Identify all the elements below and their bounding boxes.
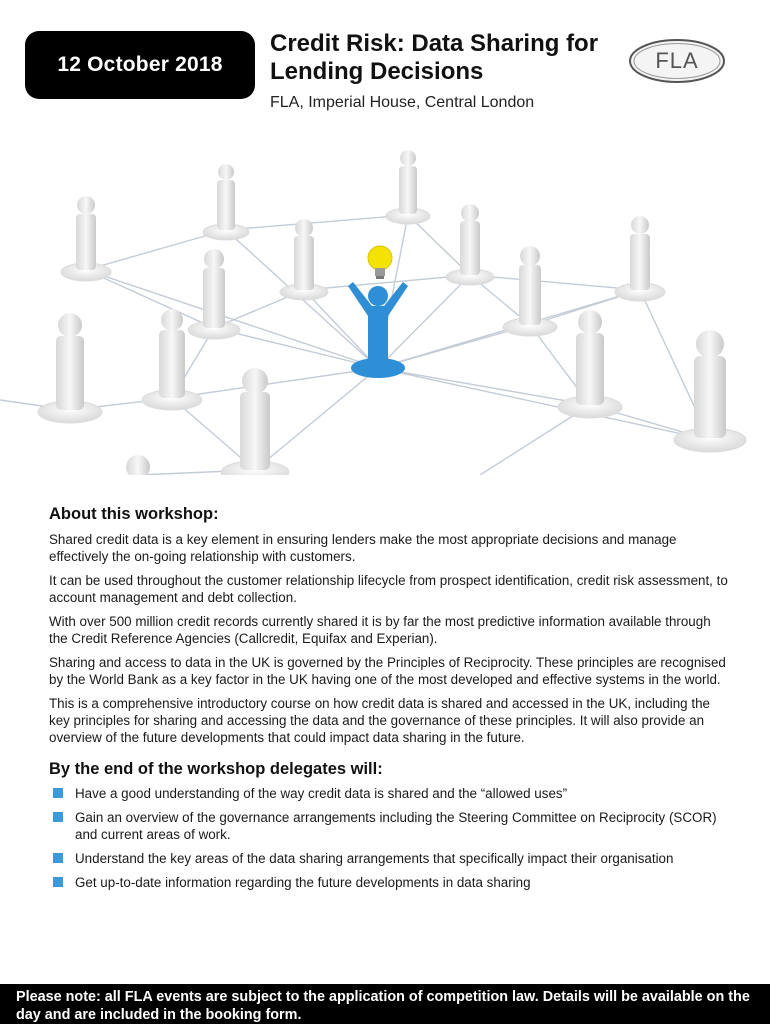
list-item <box>49 874 729 891</box>
page-title: Credit Risk: Data Sharing for Lending Decisions <box>270 30 599 85</box>
about-paragraph: Sharing and access to data in the UK is governed by the Principles of Reciprocity. These principles are recognised by the World Bank as a key factor in the UK having one of the most developed and effective systems in the world. <box>49 655 726 687</box>
bullet-square-icon <box>53 788 63 798</box>
list-item <box>49 785 729 802</box>
competition-law-note <box>0 984 770 1024</box>
about-paragraph: Shared credit data is a key element in ensuring lenders make the most appropriate decisions and manage effectively the on-going relationship with customers. <box>49 532 677 564</box>
outcomes-list <box>49 785 729 891</box>
list-item-text: Understand the key areas of the data sharing arrangements that specifically impact their organisation <box>75 851 674 866</box>
about-heading: About this workshop: <box>49 505 219 523</box>
list-item-text: Have a good understanding of the way credit data is shared and the “allowed uses” <box>75 786 568 801</box>
list-item-text: Get up-to-date information regarding the future developments in data sharing <box>75 875 531 890</box>
lightbulb-icon <box>368 246 392 279</box>
fla-logo <box>628 38 726 84</box>
bullet-square-icon <box>53 877 63 887</box>
list-item-text: Gain an overview of the governance arrangements including the Steering Committee on Reciprocity (SCOR) and current areas of work. <box>75 810 717 842</box>
logo-text: FLA <box>655 48 699 73</box>
event-location: FLA, Imperial House, Central London <box>270 94 535 111</box>
list-item <box>49 809 729 843</box>
people-network-image <box>0 140 770 475</box>
main-content <box>49 506 729 898</box>
event-date-badge <box>25 31 255 99</box>
about-paragraph: With over 500 million credit records currently shared it is by far the most predictive information available through the Credit Reference Agencies (Callcredit, Equifax and Experian). <box>49 614 711 646</box>
about-paragraph: It can be used throughout the customer relationship lifecycle from prospect identification, credit risk assessment, to account management and debt collection. <box>49 573 728 605</box>
list-item <box>49 850 729 867</box>
event-date: 12 October 2018 <box>57 53 223 76</box>
footer-note-text: Please note: all FLA events are subject to the application of competition law. Details will be available on the day and are included in the booking form. <box>16 989 750 1023</box>
title-block <box>270 30 610 112</box>
bullet-square-icon <box>53 812 63 822</box>
bullet-square-icon <box>53 853 63 863</box>
about-paragraph: This is a comprehensive introductory course on how credit data is shared and accessed in the UK, including the key principles for sharing and accessing the data and the governance of these principles. It will also provide an overview of the future developments that could impact data sharing in the future. <box>49 696 710 745</box>
central-figure <box>348 282 408 378</box>
outcomes-heading: By the end of the workshop delegates will: <box>49 760 383 778</box>
